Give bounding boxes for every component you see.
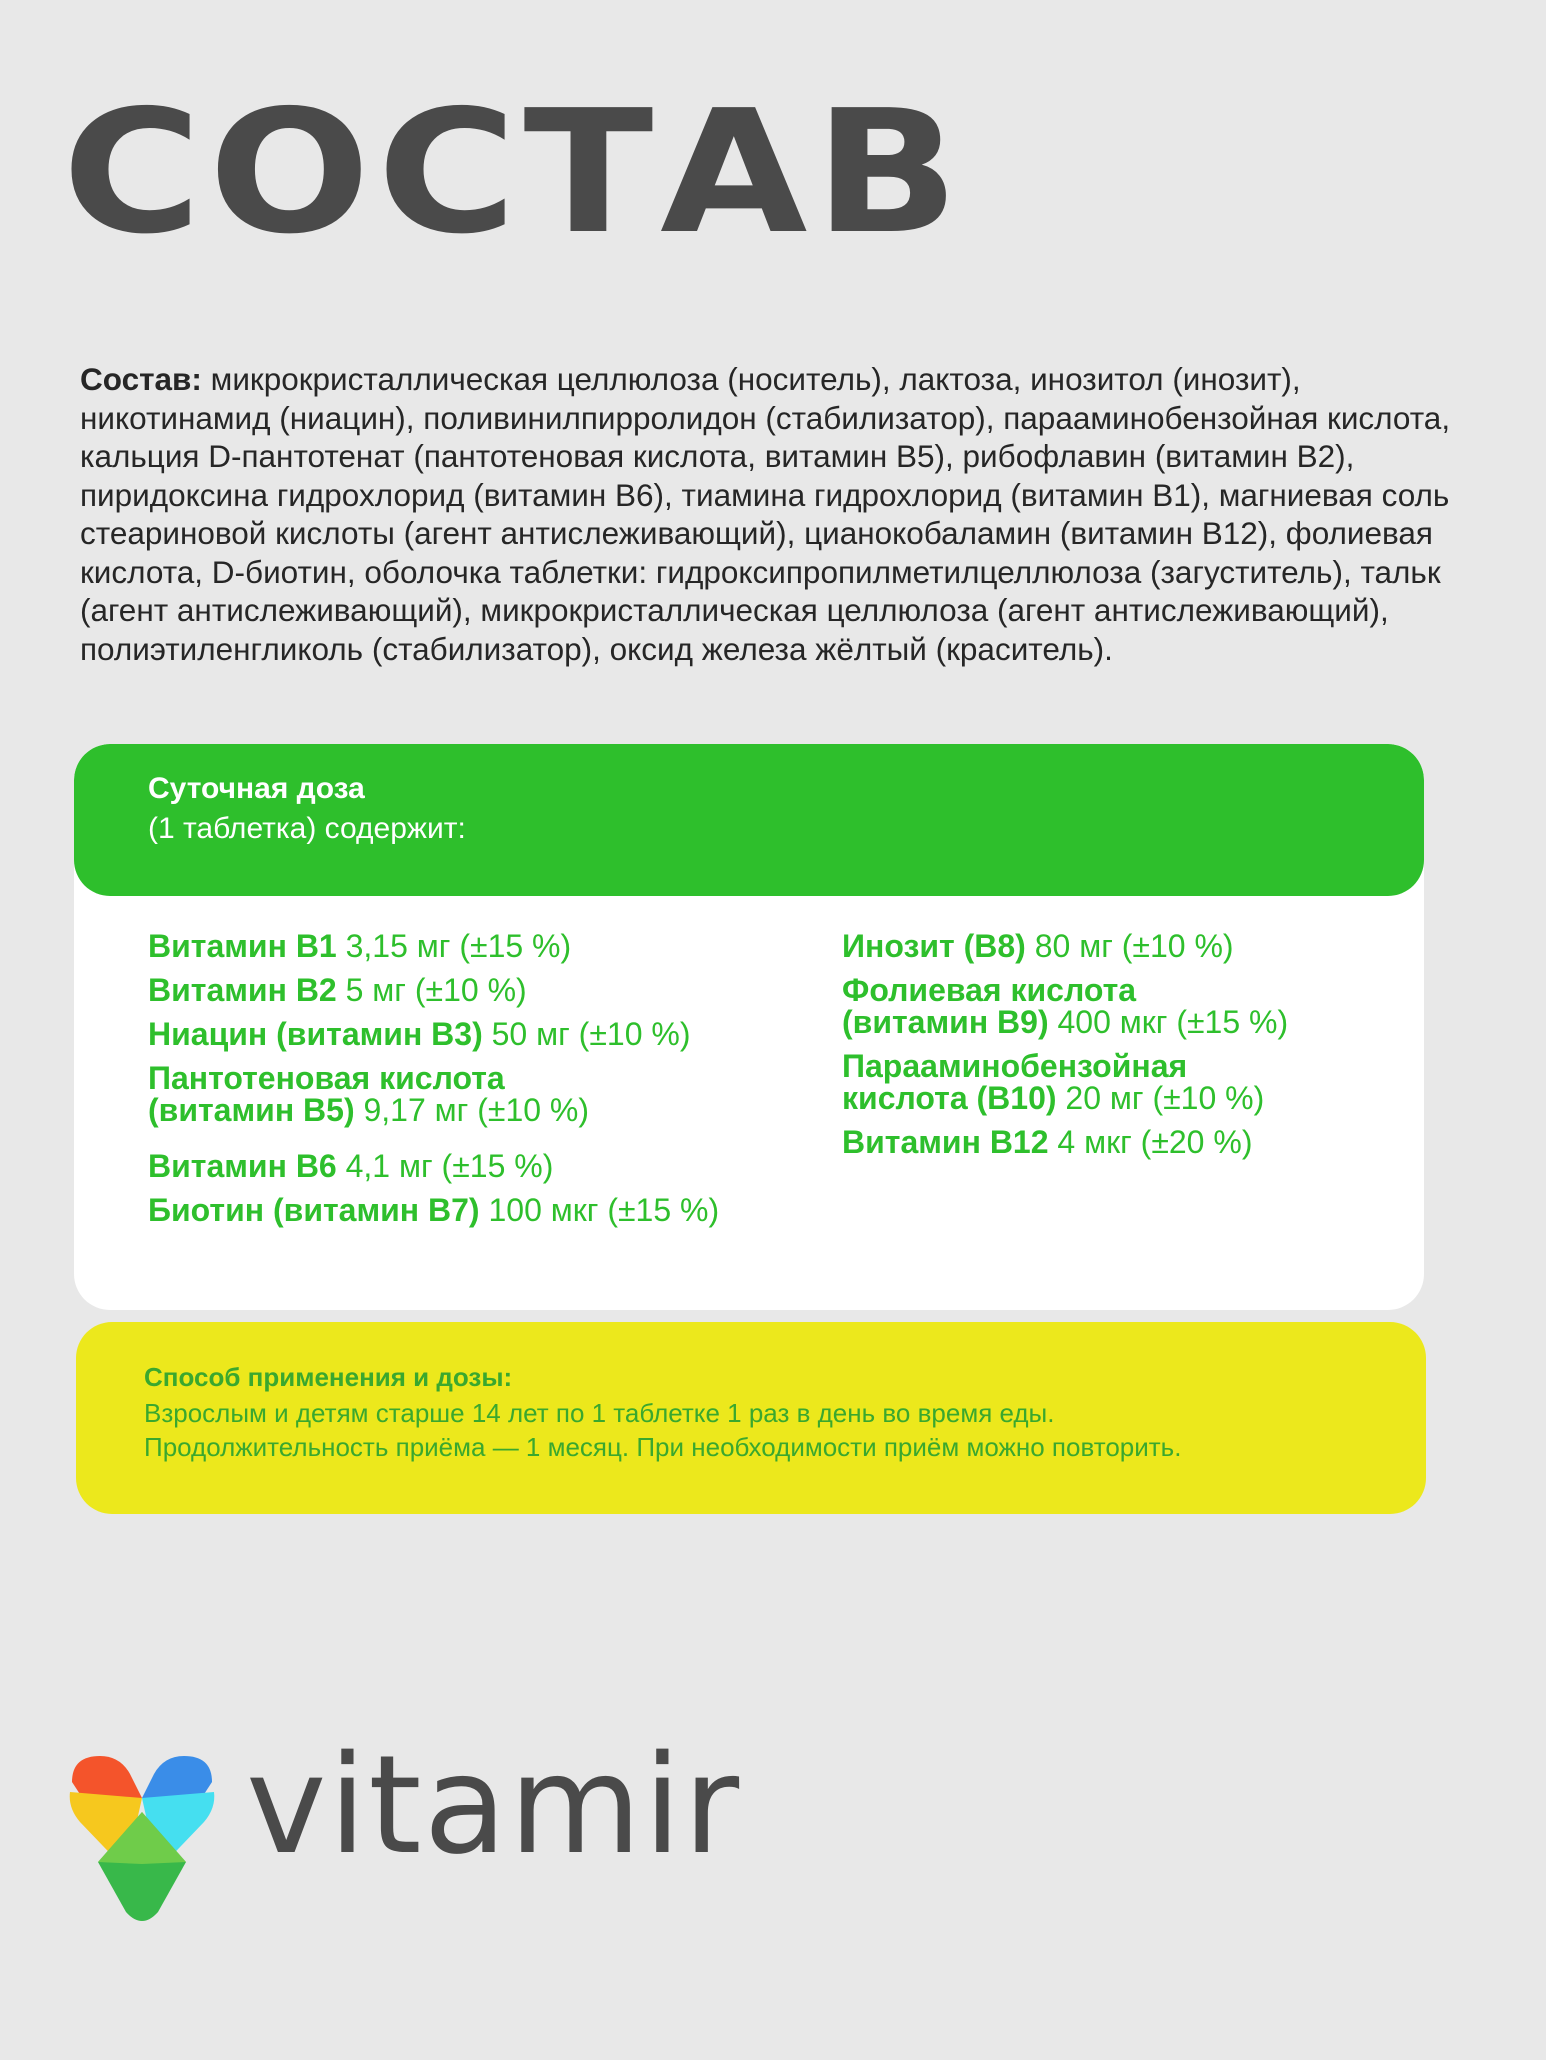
composition-body: микрокристаллическая целлюлоза (носитель), лактоза, инозитол (инозит), никотинамид (ниацин), поливинилпирролидон (стабилизатор), парааминобензойная кислота, кальция D-пантотенат (пантотеновая кислота, витамин B5), рибофлавин (витамин B2), пиридоксина гидрохлорид (витамин B6), тиамина гидрохлорид (витамин B1), магниевая соль стеариновой кислоты (агент антислеживающий), цианокобаламин (витамин B12), фолиевая кислота, D-биотин, оболочка таблетки: гидроксипропилметилцеллюлоза (загуститель), тальк (агент антислеживающий), микрокристаллическая целлюлоза (агент антислеживающий), полиэтиленгликоль (стабилизатор), оксид железа жёлтый (краситель). <box>80 361 1451 667</box>
dose-item-b5: Пантотеновая кислота (витамин B5) 9,17 мг (±10 %) <box>148 1060 590 1128</box>
dose-item-b8: Инозит (B8) 80 мг (±10 %) <box>842 928 1234 964</box>
dose-item-b10: Парааминобензойная кислота (B10) 20 мг (±10 %) <box>842 1048 1265 1116</box>
usage-card <box>76 1322 1426 1514</box>
daily-dose-header <box>74 744 1424 896</box>
heart-v-logo-icon <box>62 1752 222 1932</box>
usage-line-1: Взрослым и детям старше 14 лет по 1 таблетке 1 раз в день во время еды. <box>144 1398 1055 1428</box>
dose-item-b9: Фолиевая кислота (витамин B9) 400 мкг (±15 %) <box>842 972 1289 1040</box>
page-title: СОСТАВ <box>62 74 967 272</box>
daily-dose-card <box>74 744 1424 1310</box>
daily-dose-title: Суточная доза <box>148 772 365 805</box>
dose-item-b12: Витамин B12 4 мкг (±20 %) <box>842 1124 1253 1160</box>
dose-column-left <box>148 930 768 1238</box>
dose-item-b1: Витамин B1 3,15 мг (±15 %) <box>148 928 572 964</box>
dose-item-b3: Ниацин (витамин B3) 50 мг (±10 %) <box>148 1016 691 1052</box>
dose-item-b6: Витамин B6 4,1 мг (±15 %) <box>148 1148 554 1184</box>
usage-title: Способ применения и дозы: <box>144 1362 513 1392</box>
dose-column-right <box>842 930 1402 1170</box>
daily-dose-subtitle: (1 таблетка) содержит: <box>148 812 466 845</box>
composition-label: Состав: <box>80 361 202 397</box>
dose-item-b2: Витамин B2 5 мг (±10 %) <box>148 972 527 1008</box>
composition-text <box>80 360 1460 668</box>
dose-item-b7: Биотин (витамин B7) 100 мкг (±15 %) <box>148 1192 720 1228</box>
brand-name: vitamir <box>246 1727 742 1885</box>
usage-line-2: Продолжительность приёма — 1 месяц. При необходимости приём можно повторить. <box>144 1432 1182 1462</box>
